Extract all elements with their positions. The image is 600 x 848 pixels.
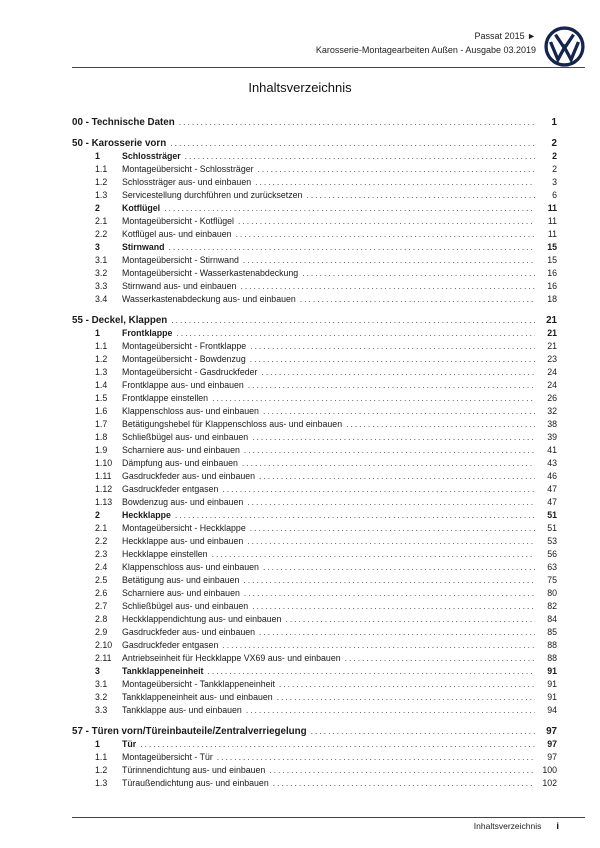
toc-subsection-row[interactable] (95, 535, 557, 548)
toc-subsection-row[interactable] (95, 418, 557, 431)
dot-leader (175, 509, 535, 522)
toc-page-number: 23 (547, 354, 557, 364)
toc-subsection-number: 2.11 (95, 653, 112, 663)
dot-leader (250, 522, 535, 535)
toc-page-number: 41 (547, 445, 557, 455)
toc-subsection-label: Heckklappe aus- und einbauen (122, 536, 244, 546)
toc-page-number: 47 (547, 497, 557, 507)
toc-subsection-number: 1.1 (95, 341, 108, 351)
dot-leader (250, 353, 535, 366)
toc-page-number: 100 (542, 765, 557, 775)
toc-subsection-label: Scharniere aus- und einbauen (122, 588, 240, 598)
toc-chapter-row[interactable] (72, 137, 557, 150)
toc-page-number: 16 (547, 281, 557, 291)
toc-subsection-label: Montageübersicht - Tür (122, 752, 213, 762)
toc-page-number: 2 (551, 138, 557, 149)
toc-page-number: 91 (547, 666, 557, 676)
toc-subsection-number: 1.11 (95, 471, 112, 481)
toc-subsection-number: 1.12 (95, 484, 113, 494)
toc-page-number: 82 (547, 601, 557, 611)
dot-leader (300, 293, 535, 306)
toc-subsection-number: 1.1 (95, 752, 108, 762)
toc-subsection-number: 1.3 (95, 778, 108, 788)
toc-subsection-row[interactable] (95, 189, 557, 202)
toc-subsection-row[interactable] (95, 340, 557, 353)
toc-section-label: Schlossträger (122, 151, 181, 161)
dot-leader (273, 777, 535, 790)
toc-subsection-row[interactable] (95, 379, 557, 392)
toc-section-label: Stirnwand (122, 242, 165, 252)
toc-chapter-label: 50 - Karosserie vorn (72, 138, 167, 149)
toc-page-number: 80 (547, 588, 557, 598)
toc-subsection-label: Klappenschloss aus- und einbauen (122, 562, 259, 572)
dot-leader (244, 444, 535, 457)
dot-leader (311, 725, 535, 738)
toc-subsection-label: Schließbügel aus- und einbauen (122, 432, 249, 442)
toc-subsection-label: Schließbügel aus- und einbauen (122, 601, 249, 611)
dot-leader (279, 678, 535, 691)
toc-subsection-number: 3.1 (95, 679, 108, 689)
toc-chapter-label: 55 - Deckel, Klappen (72, 315, 168, 326)
toc-section-number: 3 (95, 242, 100, 252)
toc-subsection-row[interactable] (95, 522, 557, 535)
toc-section-label: Frontklappe (122, 328, 173, 338)
dot-leader (212, 548, 535, 561)
toc-page-number: 21 (547, 341, 557, 351)
toc-subsection-number: 2.1 (95, 216, 108, 226)
toc-page-number: 32 (547, 406, 557, 416)
page-header (316, 30, 536, 57)
toc-subsection-row[interactable] (95, 626, 557, 639)
dot-leader (346, 418, 535, 431)
dot-leader (247, 535, 535, 548)
toc-section-number: 2 (95, 510, 100, 520)
toc-page-number: 18 (547, 294, 557, 304)
dot-leader (345, 652, 535, 665)
toc-subsection-row[interactable] (95, 353, 557, 366)
toc-page-number: 51 (547, 510, 557, 520)
dot-leader (277, 691, 535, 704)
toc-page-number: 51 (547, 523, 557, 533)
toc-page-number: 47 (547, 484, 557, 494)
dot-leader (242, 457, 535, 470)
dot-leader (222, 639, 535, 652)
dot-leader (255, 176, 535, 189)
dot-leader (164, 202, 535, 215)
dot-leader (171, 314, 535, 327)
toc-subsection-label: Montageübersicht - Frontklappe (122, 341, 247, 351)
dot-leader (169, 241, 535, 254)
toc-subsection-row[interactable] (95, 176, 557, 189)
toc-section-row[interactable] (95, 241, 557, 254)
toc-subsection-number: 1.2 (95, 765, 108, 775)
dot-leader (185, 150, 535, 163)
toc-page-number: 97 (547, 739, 557, 749)
dot-leader (252, 600, 535, 613)
toc-subsection-row[interactable] (95, 215, 557, 228)
toc-subsection-number: 3.3 (95, 281, 108, 291)
toc-subsection-number: 3.1 (95, 255, 108, 265)
toc-subsection-number: 1.3 (95, 367, 108, 377)
toc-subsection-row[interactable] (95, 691, 557, 704)
toc-subsection-number: 1.6 (95, 406, 108, 416)
dot-leader (258, 163, 535, 176)
toc-subsection-row[interactable] (95, 431, 557, 444)
dot-leader (248, 379, 535, 392)
toc-subsection-label: Montageübersicht - Stirnwand (122, 255, 239, 265)
toc-subsection-row[interactable] (95, 267, 557, 280)
dot-leader (243, 254, 535, 267)
toc-section-number: 3 (95, 666, 100, 676)
toc-subsection-label: Betätigung aus- und einbauen (122, 575, 240, 585)
toc-section-number: 1 (95, 151, 100, 161)
toc-page-number: 56 (547, 549, 557, 559)
toc-subsection-row[interactable] (95, 457, 557, 470)
toc-page-number: 85 (547, 627, 557, 637)
toc-subsection-number: 1.9 (95, 445, 108, 455)
dot-leader (306, 189, 535, 202)
toc-subsection-row[interactable] (95, 228, 557, 241)
toc-page-number: 15 (547, 242, 557, 252)
toc-subsection-row[interactable] (95, 366, 557, 379)
toc-page-number: 26 (547, 393, 557, 403)
toc-page-number: 11 (547, 216, 557, 226)
dot-leader (176, 327, 535, 340)
toc-page-number: 91 (547, 692, 557, 702)
dot-leader (207, 665, 535, 678)
toc-subsection-label: Bowdenzug aus- und einbauen (122, 497, 244, 507)
toc-subsection-number: 3.2 (95, 692, 108, 702)
toc-section-row[interactable] (95, 150, 557, 163)
toc-subsection-label: Tankklappeneinheit aus- und einbauen (122, 692, 273, 702)
toc-page-number: 16 (547, 268, 557, 278)
toc-page-number: 11 (547, 203, 557, 213)
toc-subsection-number: 2.10 (95, 640, 113, 650)
toc-subsection-label: Frontklappe aus- und einbauen (122, 380, 244, 390)
toc-section-number: 2 (95, 203, 100, 213)
toc-subsection-row[interactable] (95, 470, 557, 483)
dot-leader (217, 751, 535, 764)
toc-page-number: 38 (547, 419, 557, 429)
toc-subsection-label: Montageübersicht - Gasdruckfeder (122, 367, 258, 377)
toc-section-row[interactable] (95, 665, 557, 678)
header-model-line: Passat 2015 ► (474, 31, 536, 41)
toc-page-number: 88 (547, 640, 557, 650)
toc-subsection-row[interactable] (95, 561, 557, 574)
dot-leader (170, 137, 535, 150)
toc-subsection-row[interactable] (95, 764, 557, 777)
toc-subsection-label: Montageübersicht - Schlossträger (122, 164, 254, 174)
toc-section-row[interactable] (95, 738, 557, 751)
dot-leader (285, 613, 535, 626)
toc-section-number: 1 (95, 328, 100, 338)
toc-subsection-label: Antriebseinheit für Heckklappe VX69 aus- und einbauen (122, 653, 341, 663)
toc-subsection-label: Tankklappe aus- und einbauen (122, 705, 242, 715)
toc-subsection-row[interactable] (95, 751, 557, 764)
header-doc-line: Karosserie-Montagearbeiten Außen - Ausgabe 03.2019 (315, 44, 536, 55)
toc-subsection-label: Montageübersicht - Bowdenzug (122, 354, 246, 364)
toc-subsection-label: Gasdruckfeder entgasen (122, 640, 219, 650)
toc-chapter-row[interactable] (72, 314, 557, 327)
toc-subsection-row[interactable] (95, 405, 557, 418)
toc-subsection-row[interactable] (95, 574, 557, 587)
toc-subsection-number: 3.3 (95, 705, 108, 715)
toc-page-number: 75 (547, 575, 557, 585)
toc-subsection-number: 1.4 (95, 380, 108, 390)
toc-subsection-row[interactable] (95, 293, 557, 306)
toc-subsection-label: Frontklappe einstellen (122, 393, 209, 403)
toc-subsection-number: 2.6 (95, 588, 108, 598)
toc-page-number: 46 (547, 471, 557, 481)
page-footer (72, 821, 585, 832)
toc-subsection-label: Dämpfung aus- und einbauen (122, 458, 238, 468)
toc-subsection-number: 2.2 (95, 536, 108, 546)
toc-subsection-row[interactable] (95, 254, 557, 267)
dot-leader (259, 470, 535, 483)
toc-subsection-number: 2.2 (95, 229, 108, 239)
toc-subsection-number: 1.3 (95, 190, 108, 200)
vw-logo-icon (544, 26, 585, 67)
dot-leader (236, 228, 535, 241)
toc-subsection-number: 2.7 (95, 601, 108, 611)
toc-subsection-number: 1.2 (95, 354, 108, 364)
dot-leader (259, 626, 535, 639)
toc-subsection-label: Betätigungshebel für Klappenschloss aus- und einbauen (122, 419, 343, 429)
toc-subsection-number: 2.5 (95, 575, 108, 585)
toc-subsection-row[interactable] (95, 163, 557, 176)
dot-leader (140, 738, 535, 751)
toc-page-number: 21 (546, 315, 557, 326)
toc-subsection-label: Heckklappe einstellen (122, 549, 208, 559)
toc-subsection-label: Türinnendichtung aus- und einbauen (122, 765, 266, 775)
dot-leader (252, 431, 535, 444)
footer-page-number: i (556, 821, 559, 832)
toc-subsection-number: 2.8 (95, 614, 108, 624)
toc-section-label: Tür (122, 739, 137, 749)
dot-leader (263, 561, 535, 574)
toc-subsection-number: 1.2 (95, 177, 108, 187)
toc-subsection-label: Wasserkastenabdeckung aus- und einbauen (122, 294, 296, 304)
toc-subsection-row[interactable] (95, 777, 557, 790)
toc-chapter-row[interactable] (72, 725, 557, 738)
toc-subsection-number: 1.8 (95, 432, 108, 442)
toc-subsection-label: Gasdruckfeder aus- und einbauen (122, 627, 256, 637)
toc-page-number: 1 (551, 117, 557, 128)
toc-subsection-number: 3.2 (95, 268, 108, 278)
dot-leader (179, 116, 535, 129)
toc-page-number: 2 (552, 151, 557, 161)
toc-subsection-label: Montageübersicht - Tankklappeneinheit (122, 679, 275, 689)
toc-page-number: 43 (547, 458, 557, 468)
toc-page-number: 94 (547, 705, 557, 715)
toc-chapter-label: 57 - Türen vorn/Türeinbauteile/Zentralverriegelung (72, 726, 307, 737)
toc-subsection-row[interactable] (95, 704, 557, 717)
toc-subsection-row[interactable] (95, 483, 557, 496)
header-divider (72, 67, 585, 68)
dot-leader (269, 764, 535, 777)
toc-chapter-row[interactable] (72, 116, 557, 129)
dot-leader (263, 405, 535, 418)
toc-subsection-label: Montageübersicht - Wasserkastenabdeckung (122, 268, 299, 278)
toc-page-number: 24 (547, 367, 557, 377)
toc-section-number: 1 (95, 739, 100, 749)
toc-section-row[interactable] (95, 202, 557, 215)
toc-section-label: Heckklappe (122, 510, 171, 520)
toc-subsection-number: 1.10 (95, 458, 113, 468)
dot-leader (212, 392, 535, 405)
dot-leader (244, 587, 535, 600)
toc-subsection-row[interactable] (95, 652, 557, 665)
toc-section-row[interactable] (95, 509, 557, 522)
toc-subsection-row[interactable] (95, 613, 557, 626)
dot-leader (261, 366, 535, 379)
toc-subsection-number: 1.5 (95, 393, 108, 403)
toc-subsection-label: Klappenschloss aus- und einbauen (122, 406, 259, 416)
dot-leader (247, 496, 535, 509)
toc-subsection-row[interactable] (95, 600, 557, 613)
toc-section-label: Kotflügel (122, 203, 161, 213)
toc-subsection-row[interactable] (95, 280, 557, 293)
dot-leader (240, 280, 535, 293)
toc-page-number: 88 (547, 653, 557, 663)
toc-subsection-row[interactable] (95, 678, 557, 691)
dot-leader (302, 267, 535, 280)
toc-subsection-label: Montageübersicht - Heckklappe (122, 523, 246, 533)
toc-subsection-number: 1.13 (95, 497, 113, 507)
toc-page-number: 15 (547, 255, 557, 265)
toc-page-number: 21 (547, 328, 557, 338)
table-of-contents (72, 108, 557, 790)
toc-subsection-row[interactable] (95, 587, 557, 600)
toc-subsection-label: Kotflügel aus- und einbauen (122, 229, 232, 239)
toc-subsection-row[interactable] (95, 496, 557, 509)
toc-subsection-label: Scharniere aus- und einbauen (122, 445, 240, 455)
toc-page-number: 24 (547, 380, 557, 390)
toc-page-number: 97 (547, 752, 557, 762)
toc-subsection-label: Gasdruckfeder aus- und einbauen (122, 471, 256, 481)
dot-leader (246, 704, 535, 717)
dot-leader (222, 483, 535, 496)
toc-section-row[interactable] (95, 327, 557, 340)
toc-subsection-row[interactable] (95, 639, 557, 652)
toc-page-number: 102 (542, 778, 557, 788)
toc-section-label: Tankklappeneinheit (122, 666, 204, 676)
toc-page-number: 63 (547, 562, 557, 572)
toc-page-number: 3 (552, 177, 557, 187)
toc-subsection-row[interactable] (95, 392, 557, 405)
toc-subsection-number: 2.1 (95, 523, 108, 533)
toc-subsection-number: 2.3 (95, 549, 108, 559)
toc-subsection-label: Gasdruckfeder entgasen (122, 484, 219, 494)
toc-subsection-number: 2.4 (95, 562, 108, 572)
toc-page-number: 91 (547, 679, 557, 689)
toc-page-number: 2 (552, 164, 557, 174)
footer-divider (72, 817, 585, 818)
toc-subsection-label: Montageübersicht - Kotflügel (122, 216, 234, 226)
toc-subsection-row[interactable] (95, 444, 557, 457)
toc-page-number: 11 (547, 229, 557, 239)
toc-subsection-row[interactable] (95, 548, 557, 561)
toc-subsection-number: 1.7 (95, 419, 108, 429)
toc-chapter-label: 00 - Technische Daten (72, 117, 175, 128)
toc-subsection-label: Schlossträger aus- und einbauen (122, 177, 252, 187)
toc-subsection-number: 3.4 (95, 294, 108, 304)
toc-page-number: 6 (552, 190, 557, 200)
toc-subsection-label: Türaußendichtung aus- und einbauen (122, 778, 269, 788)
dot-leader (238, 215, 535, 228)
toc-subsection-label: Stirnwand aus- und einbauen (122, 281, 237, 291)
page-title: Inhaltsverzeichnis (248, 80, 352, 95)
dot-leader (250, 340, 535, 353)
toc-subsection-label: Servicestellung durchführen und zurücksetzen (122, 190, 303, 200)
toc-page-number: 53 (547, 536, 557, 546)
toc-subsection-label: Heckklappendichtung aus- und einbauen (122, 614, 282, 624)
dot-leader (243, 574, 535, 587)
footer-label: Inhaltsverzeichnis (473, 821, 542, 831)
toc-page-number: 84 (547, 614, 557, 624)
toc-subsection-number: 2.9 (95, 627, 108, 637)
toc-subsection-number: 1.1 (95, 164, 108, 174)
toc-page-number: 39 (547, 432, 557, 442)
toc-page-number: 97 (546, 726, 557, 737)
